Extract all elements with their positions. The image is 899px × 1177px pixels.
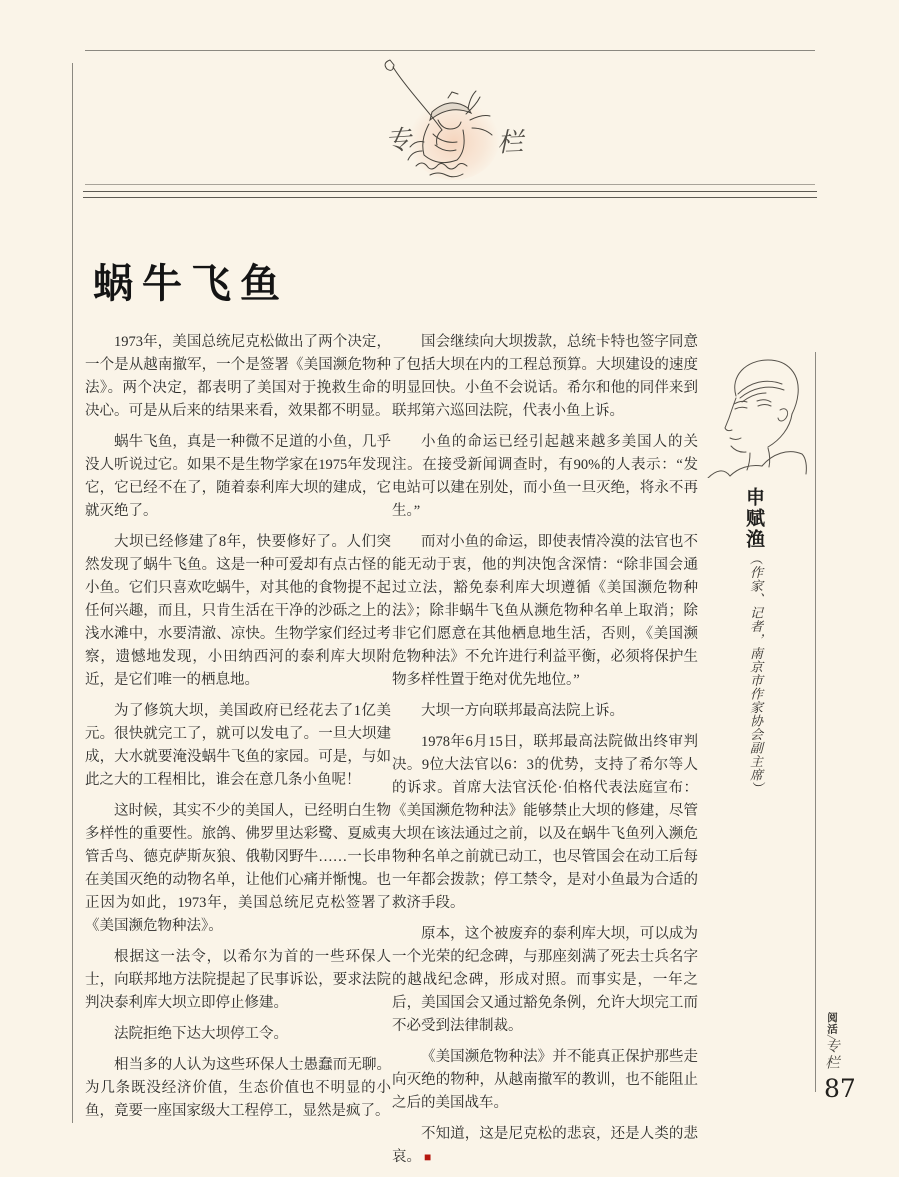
- footer-section-label: [821, 1012, 842, 1071]
- page-number: 87: [824, 1074, 856, 1103]
- column-right: [392, 331, 698, 1177]
- sidebar-vertical-rule: [815, 352, 816, 1092]
- paragraph: 原本，这个被废弃的泰利库大坝，可以成为一个光荣的纪念碑，与那座刻满了死去士兵名字的越战纪念碑，形成对照。而事实是，一年之后，美国国会又通过豁免条例，允许大坝完工而不必受到法律制裁。: [392, 926, 698, 1034]
- footer-section-name: 阅活: [826, 1012, 837, 1035]
- article-title: 蜗牛飞鱼: [93, 261, 289, 306]
- paragraph: 1973年，美国总统尼克松做出了两个决定，一个是从越南撤军，一个是签署《美国濒危物种法》。两个决定，都表明了美国对于挽救生命的决心。可是从后来的结果来看，效果都不明显。: [85, 334, 391, 419]
- paragraph: 国会继续向大坝拨款，总统卡特也签字同意了包括大坝在内的工程总预算。大坝建设的速度明显回快。小鱼不会说话。希尔和他的同伴来到联邦第六巡回法院，代表小鱼上诉。: [392, 334, 698, 419]
- header-separator-thin: [85, 184, 815, 185]
- left-vertical-rule: [72, 63, 73, 1123]
- author-portrait-sketch: [706, 352, 812, 478]
- paragraph: 大坝一方向联邦最高法院上诉。: [421, 703, 624, 719]
- footer-slash: /: [824, 1035, 838, 1039]
- paragraph: 根据这一法令，以希尔为首的一些环保人士，向联邦地方法院提起了民事诉讼，要求法院判决泰利库大坝立即停止修建。: [85, 949, 391, 1011]
- author-name: 申赋渔: [743, 487, 764, 550]
- paragraph: 法院拒绝下达大坝停工令。: [114, 1026, 288, 1042]
- footer-column-name: 专栏: [823, 1038, 839, 1072]
- article-end-mark: ■: [424, 1150, 432, 1164]
- paragraph: 相当多的人认为这些环保人士愚蠢而无聊。为几条既没经济价值，生态价值也不明显的小鱼，竟要一座国家级大工程停工，显然是疯了。: [85, 1057, 391, 1119]
- column-seal-right: 栏: [496, 127, 524, 158]
- header-separator-double: [83, 191, 817, 198]
- column-seal-left: 专: [384, 125, 413, 156]
- paragraph: 不知道，这是尼克松的悲哀，还是人类的悲哀。 ■: [392, 1126, 698, 1165]
- paragraph: 小鱼的命运已经引起越来越多美国人的关注。在接受新闻调查时，有90%的人表示：“发电站可以建在别处，而小鱼一旦灭绝，将永不再生。”: [392, 434, 698, 519]
- column-left: [85, 331, 391, 1131]
- top-rule: [85, 50, 815, 51]
- paragraph: 而对小鱼的命运，即使表情冷漠的法官也不能无动于衷，他的判决饱含深情：“除非国会通过立法，豁免泰利库大坝遵循《美国濒危物种法》；除非蜗牛飞鱼从濒危物种名单上取消；除非它们愿意在其他栖息地生活，否则，《美国濒危物种法》不允许进行利益平衡，必须将保护生物多样性置于绝对优先地位。”: [392, 534, 698, 688]
- paragraph: 《美国濒危物种法》并不能真正保护那些走向灭绝的物种，从越南撤军的教训，也不能阻止之后的美国战车。: [392, 1049, 698, 1111]
- paragraph: 蜗牛飞鱼，真是一种微不足道的小鱼，几乎没人听说过它。如果不是生物学家在1975年发现它，它已经不在了，随着泰利库大坝的建成，它就灭绝了。: [85, 434, 391, 519]
- paragraph: 大坝已经修建了8年，快要修好了。人们突然发现了蜗牛飞鱼。这是一种可爱却有点古怪的小鱼。它们只喜欢吃蜗牛，对其他的食物提不起任何兴趣，而且，只肯生活在干净的沙砾之上的浅水滩中，水要清澈、凉快。生物学家们经过考察，遗憾地发现，小田纳西河的泰利库大坝附近，是它们唯一的栖息地。: [85, 534, 391, 688]
- author-bio: （作家、记者，南京市作家协会副主席）: [748, 552, 763, 795]
- paragraph: 这时候，其实不少的美国人，已经明白生物多样性的重要性。旅鸽、佛罗里达彩鹭、夏威夷管舌鸟、德克萨斯灰狼、俄勒冈野牛……一长串在美国灭绝的动物名单，让他们心痛并惭愧。也正因为如此，1973年，美国总统尼克松签署了《美国濒危物种法》。: [85, 803, 391, 934]
- fisherman-illustration: [372, 54, 528, 184]
- paragraph: 为了修筑大坝，美国政府已经花去了1亿美元。很快就完工了，就可以发电了。一旦大坝建成，大水就要淹没蜗牛飞鱼的家园。可是，与如此之大的工程相比，谁会在意几条小鱼呢！: [85, 703, 391, 788]
- paragraph: 1978年6月15日，联邦最高法院做出终审判决。9位大法官以6：3的优势，支持了希尔等人的诉求。首席大法官沃伦·伯格代表法庭宣布：《美国濒危物种法》能够禁止大坝的修建，尽管大坝在该法通过之前，以及在蜗牛飞鱼列入濒危物种名单之前就已动工，也尽管国会在动工后每一年都会拨款；停工禁令，是对小鱼最为合适的救济手段。: [392, 734, 698, 911]
